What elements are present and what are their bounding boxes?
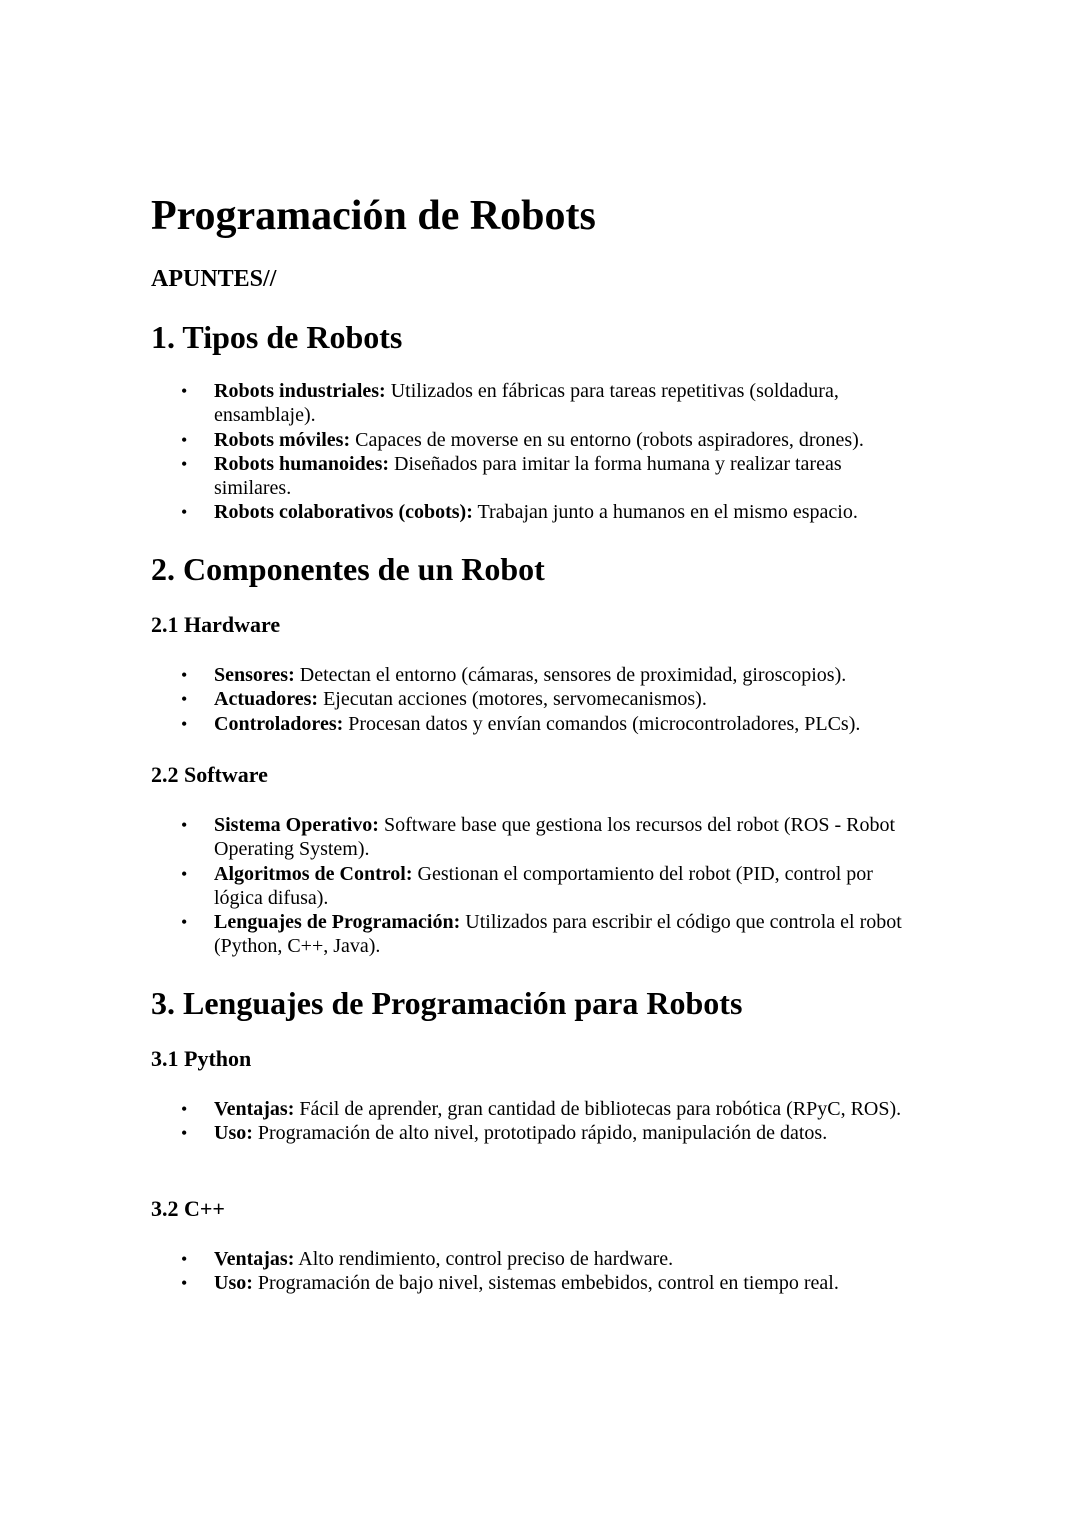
list-item <box>0 712 914 736</box>
item-term: Robots colaborativos (cobots): <box>214 501 473 524</box>
list-item <box>0 1097 914 1121</box>
item-text: Capaces de moverse en su entorno (robots aspiradores, drones). <box>350 428 864 451</box>
list-item <box>0 1271 914 1295</box>
item-term: Robots humanoides: <box>214 452 390 475</box>
item-text: Gestionan el comportamiento del robot (PID, control por lógica difusa). <box>214 862 873 909</box>
item-term: Robots industriales: <box>214 380 386 402</box>
section-heading-lenguajes: 3. Lenguajes de Programación para Robots <box>151 985 743 1021</box>
subsection-heading-hardware: 2.1 Hardware <box>151 612 281 637</box>
item-text: Programación de alto nivel, prototipado rápido, manipulación de datos. <box>252 1122 828 1145</box>
list-item <box>0 663 914 687</box>
page-title: Programación de Robots <box>151 193 596 239</box>
section-heading-tipos: 1. Tipos de Robots <box>151 319 403 355</box>
subsection-heading-python: 3.1 Python <box>151 1046 252 1071</box>
list-item <box>0 452 914 501</box>
list-item <box>0 1247 914 1271</box>
item-term: Robots móviles: <box>214 428 351 451</box>
item-term: Uso: <box>214 1122 253 1145</box>
software-list <box>0 813 1080 959</box>
list-item <box>0 428 914 452</box>
cpp-list <box>0 1247 1080 1296</box>
item-term: Ventajas: <box>214 1248 295 1270</box>
item-text: Procesan datos y envían comandos (microcontroladores, PLCs). <box>343 712 861 735</box>
item-term: Actuadores: <box>214 688 319 711</box>
item-text: Programación de bajo nivel, sistemas embebidos, control en tiempo real. <box>252 1272 839 1295</box>
item-term: Lenguajes de Programación: <box>214 911 461 934</box>
item-text: Alto rendimiento, control preciso de hardware. <box>294 1248 674 1270</box>
section-heading-componentes: 2. Componentes de un Robot <box>151 551 545 587</box>
subsection-heading-cpp: 3.2 C++ <box>151 1196 225 1221</box>
list-item <box>0 813 914 862</box>
item-term: Controladores: <box>214 712 344 735</box>
item-term: Algoritmos de Control: <box>214 862 413 885</box>
item-text: Fácil de aprender, gran cantidad de bibliotecas para robótica (RPyC, ROS). <box>294 1098 902 1120</box>
list-item <box>0 379 914 428</box>
item-term: Sensores: <box>214 664 295 686</box>
page-subtitle: APUNTES// <box>151 266 277 292</box>
item-text: Utilizados en fábricas para tareas repetitivas (soldadura, ensamblaje). <box>214 380 839 427</box>
subsection-heading-software: 2.2 Software <box>151 762 268 787</box>
item-text: Software base que gestiona los recursos del robot (ROS - Robot Operating System). <box>214 814 895 861</box>
robot-types-list <box>0 379 1080 525</box>
list-item <box>0 862 914 911</box>
list-item <box>0 910 914 959</box>
item-term: Ventajas: <box>214 1098 295 1120</box>
item-text: Ejecutan acciones (motores, servomecanismos). <box>318 688 707 711</box>
item-term: Uso: <box>214 1272 253 1295</box>
python-list <box>0 1097 1080 1146</box>
list-item <box>0 1121 914 1145</box>
item-term: Sistema Operativo: <box>214 814 379 836</box>
item-text: Trabajan junto a humanos en el mismo espacio. <box>472 501 858 524</box>
item-text: Detectan el entorno (cámaras, sensores de proximidad, giroscopios). <box>294 664 847 686</box>
item-text: Utilizados para escribir el código que controla el robot (Python, C++, Java). <box>214 911 902 958</box>
item-text: Diseñados para imitar la forma humana y realizar tareas similares. <box>214 452 842 500</box>
list-item <box>0 500 914 524</box>
list-item <box>0 687 914 711</box>
hardware-list <box>0 663 1080 736</box>
